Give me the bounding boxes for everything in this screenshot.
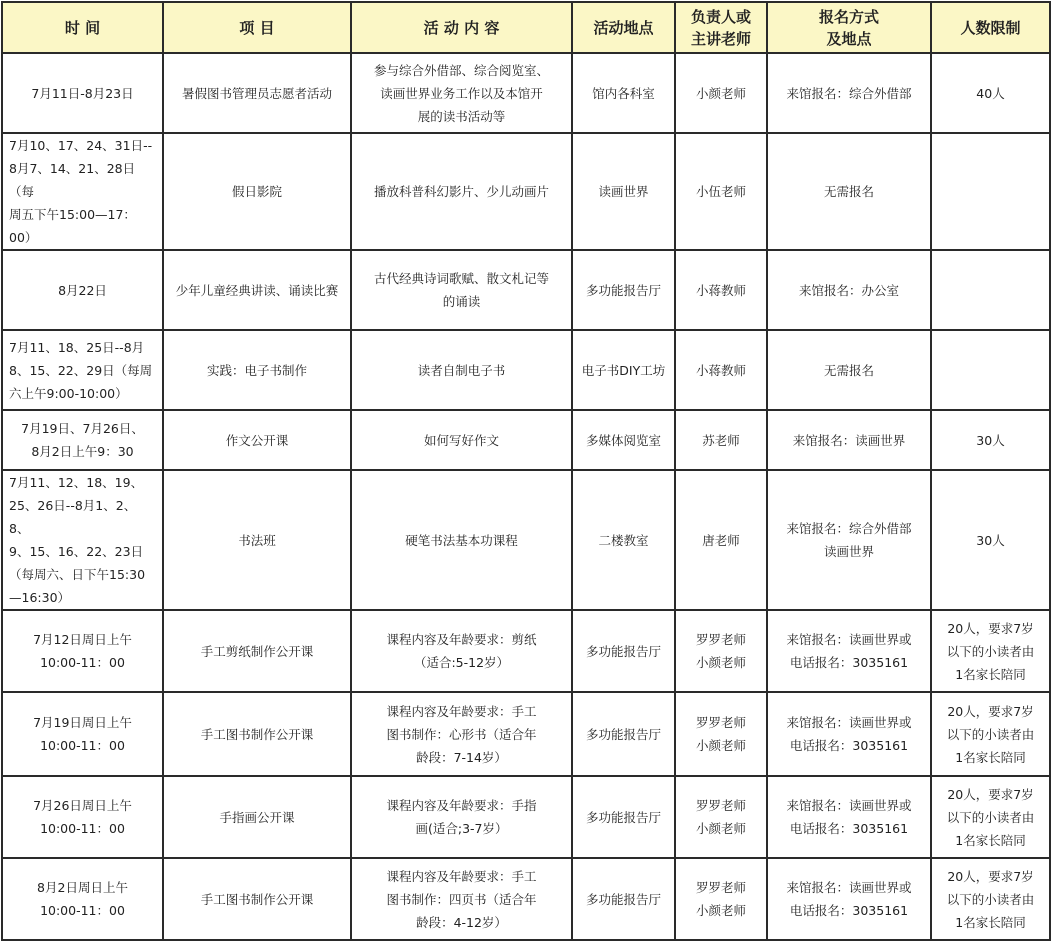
cell-teacher-line: 小颜老师	[695, 903, 746, 918]
cell-teacher-line: 苏老师	[702, 432, 740, 448]
cell-time-line: 7月11、12、18、19、	[9, 475, 144, 490]
cell-teacher	[675, 330, 767, 410]
cell-teacher-line: 小蒋教师	[695, 282, 746, 298]
cell-content-line: 课程内容及年龄要求：手指	[386, 798, 537, 813]
cell-limit-line: 以下的小读者由	[946, 643, 1035, 659]
cell-item: 作文公开课	[163, 410, 351, 470]
cell-item: 实践：电子书制作	[163, 330, 351, 410]
header-limit: 人数限制	[931, 2, 1050, 53]
cell-limit-line: 1名家长陪同	[955, 749, 1026, 765]
cell-limit	[931, 410, 1050, 470]
cell-content-line: 播放科普科幻影片、少儿动画片	[373, 184, 549, 199]
cell-content	[351, 610, 572, 692]
cell-time-line: 8月7、14、21、28日（每	[9, 161, 136, 199]
cell-signup-line: 电话报名：3035161	[789, 738, 909, 753]
cell-teacher-line: 小颜老师	[695, 85, 746, 101]
cell-content-line: （适合:5-12岁）	[413, 655, 510, 670]
cell-teacher	[675, 133, 767, 250]
cell-signup-line: 来馆报名：办公室	[798, 282, 899, 298]
cell-signup	[767, 692, 931, 776]
header-signup-line2: 及地点	[826, 29, 872, 48]
cell-time-line: （每周六、日下午15:30	[9, 567, 146, 582]
cell-teacher-line: 罗罗老师	[695, 798, 746, 813]
header-row	[2, 2, 1050, 53]
cell-item: 书法班	[163, 470, 351, 610]
cell-time-line: 周五下午15:00—17：00）	[9, 207, 136, 245]
cell-location: 多媒体阅览室	[572, 410, 675, 470]
cell-limit	[931, 692, 1050, 776]
cell-time-line: 7月26日周日上午	[33, 798, 132, 813]
cell-content	[351, 250, 572, 330]
cell-teacher-line: 小伍老师	[695, 184, 746, 199]
cell-time-line: 六上午9:00-10:00）	[9, 385, 128, 401]
cell-time-line: 7月19日周日上午	[33, 715, 132, 730]
cell-location: 读画世界	[572, 133, 675, 250]
cell-time-line: 10:00-11：00	[40, 821, 125, 836]
cell-time	[2, 610, 163, 692]
cell-content-line: 龄段：4-12岁）	[416, 914, 507, 930]
cell-signup-line: 来馆报名：读画世界或	[786, 715, 912, 730]
cell-signup-line: 来馆报名：读画世界或	[786, 632, 912, 647]
cell-time-line: 9、15、16、22、23日	[9, 544, 144, 559]
cell-time-line: 8月2日上午9：30	[31, 444, 134, 459]
cell-time-line: 7月11日-8月23日	[31, 85, 134, 101]
cell-limit	[931, 133, 1050, 250]
cell-content	[351, 470, 572, 610]
cell-content-line: 读画世界业务工作以及本馆开	[380, 85, 543, 101]
header-teacher-line1: 负责人或	[690, 7, 751, 26]
cell-signup-line: 来馆报名：读画世界或	[786, 798, 912, 813]
cell-limit	[931, 610, 1050, 692]
cell-teacher-line: 小颜老师	[695, 655, 746, 670]
cell-content	[351, 776, 572, 858]
cell-time	[2, 53, 163, 133]
cell-signup-line: 无需报名	[823, 362, 874, 378]
cell-item: 手工图书制作公开课	[163, 858, 351, 940]
cell-signup	[767, 330, 931, 410]
cell-signup-line: 无需报名	[823, 184, 874, 199]
table-row	[2, 133, 1050, 250]
cell-content-line: 硬笔书法基本功课程	[405, 532, 518, 548]
cell-limit	[931, 858, 1050, 940]
cell-signup-line: 读画世界	[823, 544, 874, 559]
cell-teacher	[675, 692, 767, 776]
cell-limit-line: 以下的小读者由	[946, 809, 1035, 825]
cell-signup	[767, 470, 931, 610]
cell-content-line: 龄段：7-14岁）	[416, 749, 507, 765]
cell-teacher	[675, 610, 767, 692]
table-row	[2, 776, 1050, 858]
cell-content-line: 如何写好作文	[423, 432, 499, 448]
cell-content-line: 的诵读	[442, 294, 481, 309]
cell-item: 手指画公开课	[163, 776, 351, 858]
cell-location: 多功能报告厅	[572, 858, 675, 940]
cell-content	[351, 330, 572, 410]
table-row	[2, 610, 1050, 692]
cell-time-line: 7月11、18、25日--8月	[9, 339, 145, 355]
cell-content-line: 课程内容及年龄要求：手工	[386, 703, 537, 719]
cell-signup-line: 来馆报名：读画世界	[792, 432, 906, 448]
cell-time	[2, 470, 163, 610]
cell-content-line: 课程内容及年龄要求：剪纸	[386, 632, 537, 647]
cell-item: 暑假图书管理员志愿者活动	[163, 53, 351, 133]
cell-time-line: 8月22日	[58, 282, 107, 298]
cell-time	[2, 410, 163, 470]
cell-time-line: 7月12日周日上午	[33, 632, 132, 647]
cell-limit-line: 以下的小读者由	[946, 726, 1035, 742]
cell-limit-line: 40人	[976, 85, 1005, 101]
cell-content-line: 展的读书活动等	[417, 108, 506, 124]
table-row	[2, 330, 1050, 410]
cell-limit	[931, 330, 1050, 410]
table-row	[2, 53, 1050, 133]
cell-limit-line: 20人，要求7岁	[947, 786, 1034, 802]
cell-limit	[931, 250, 1050, 330]
cell-signup	[767, 133, 931, 250]
cell-signup-line: 来馆报名：综合外借部	[786, 85, 912, 101]
table-row	[2, 858, 1050, 940]
header-teacher	[675, 2, 767, 53]
cell-signup	[767, 410, 931, 470]
cell-content	[351, 858, 572, 940]
cell-limit-line: 1名家长陪同	[955, 832, 1026, 848]
cell-limit	[931, 470, 1050, 610]
cell-signup	[767, 250, 931, 330]
cell-time	[2, 692, 163, 776]
cell-limit-line: 以下的小读者由	[946, 891, 1035, 907]
cell-signup-line: 电话报名：3035161	[789, 821, 909, 836]
cell-teacher-line: 罗罗老师	[695, 715, 746, 730]
cell-signup	[767, 53, 931, 133]
cell-time-line: 25、26日--8月1、2、8、	[9, 498, 137, 536]
header-signup-line1: 报名方式	[818, 7, 879, 26]
cell-teacher	[675, 776, 767, 858]
cell-item: 手工图书制作公开课	[163, 692, 351, 776]
header-time: 时 间	[2, 2, 163, 53]
cell-location: 多功能报告厅	[572, 250, 675, 330]
header-location: 活动地点	[572, 2, 675, 53]
cell-time	[2, 858, 163, 940]
cell-time-line: 8月2日周日上午	[37, 880, 128, 895]
cell-limit-line: 30人	[976, 532, 1005, 548]
cell-time	[2, 776, 163, 858]
cell-signup-line: 来馆报名：综合外借部	[786, 521, 912, 536]
cell-teacher	[675, 53, 767, 133]
cell-content	[351, 692, 572, 776]
cell-teacher	[675, 470, 767, 610]
header-signup	[767, 2, 931, 53]
table-row	[2, 410, 1050, 470]
cell-time-line: 8、15、22、29日（每周	[9, 362, 153, 378]
cell-teacher	[675, 410, 767, 470]
cell-content	[351, 133, 572, 250]
header-content: 活 动 内 容	[351, 2, 572, 53]
cell-signup	[767, 858, 931, 940]
cell-content-line: 画(适合;3-7岁）	[415, 821, 508, 836]
cell-limit-line: 1名家长陪同	[955, 914, 1026, 930]
cell-content	[351, 410, 572, 470]
cell-location: 多功能报告厅	[572, 776, 675, 858]
cell-time-line: 10:00-11：00	[40, 903, 125, 918]
header-teacher-line2: 主讲老师	[690, 29, 751, 48]
cell-teacher	[675, 858, 767, 940]
table-row	[2, 250, 1050, 330]
cell-limit-line: 30人	[976, 432, 1005, 448]
cell-signup	[767, 776, 931, 858]
cell-time-line: 10:00-11：00	[40, 655, 125, 670]
cell-content-line: 参与综合外借部、综合阅览室、	[373, 62, 549, 78]
header-item: 项 目	[163, 2, 351, 53]
cell-teacher-line: 小蒋教师	[695, 362, 746, 378]
cell-time-line: 7月19日、7月26日、	[21, 421, 144, 436]
schedule-table	[1, 1, 1051, 941]
cell-time	[2, 133, 163, 250]
cell-content-line: 读者自制电子书	[417, 362, 506, 378]
cell-teacher	[675, 250, 767, 330]
cell-time-line: 10:00-11：00	[40, 738, 125, 753]
cell-item: 假日影院	[163, 133, 351, 250]
cell-location: 馆内各科室	[572, 53, 675, 133]
cell-location: 二楼教室	[572, 470, 675, 610]
cell-limit-line: 20人，要求7岁	[947, 620, 1034, 636]
cell-signup-line: 电话报名：3035161	[789, 655, 909, 670]
cell-signup-line: 电话报名：3035161	[789, 903, 909, 918]
table-row	[2, 692, 1050, 776]
cell-teacher-line: 小颜老师	[695, 738, 746, 753]
cell-item: 手工剪纸制作公开课	[163, 610, 351, 692]
cell-location: 多功能报告厅	[572, 610, 675, 692]
table-row	[2, 470, 1050, 610]
cell-content-line: 课程内容及年龄要求：手工	[386, 868, 537, 884]
cell-signup-line: 来馆报名：读画世界或	[786, 880, 912, 895]
cell-teacher-line: 罗罗老师	[695, 880, 746, 895]
cell-time	[2, 250, 163, 330]
cell-limit-line: 20人，要求7岁	[947, 868, 1034, 884]
cell-teacher-line: 小颜老师	[695, 821, 746, 836]
cell-limit-line: 20人，要求7岁	[947, 703, 1034, 719]
cell-time-line: —16:30）	[9, 590, 71, 605]
cell-content-line: 图书制作：心形书（适合年	[386, 726, 537, 742]
cell-location: 多功能报告厅	[572, 692, 675, 776]
cell-content-line: 图书制作：四页书（适合年	[386, 891, 537, 907]
cell-content	[351, 53, 572, 133]
cell-content-line: 古代经典诗词歌赋、散文札记等	[373, 271, 549, 286]
cell-limit-line: 1名家长陪同	[955, 666, 1026, 682]
cell-limit	[931, 53, 1050, 133]
cell-teacher-line: 罗罗老师	[695, 632, 746, 647]
cell-location: 电子书DIY工坊	[572, 330, 675, 410]
cell-time	[2, 330, 163, 410]
cell-teacher-line: 唐老师	[702, 532, 740, 548]
cell-time-line: 7月10、17、24、31日--	[9, 138, 153, 153]
cell-limit	[931, 776, 1050, 858]
cell-item: 少年儿童经典讲读、诵读比赛	[163, 250, 351, 330]
cell-signup	[767, 610, 931, 692]
